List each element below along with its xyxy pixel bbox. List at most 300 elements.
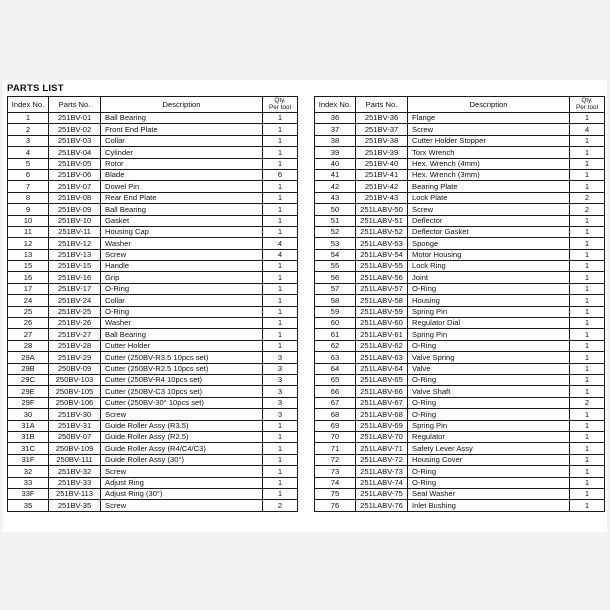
qty-cell: 1 (570, 272, 605, 283)
part-no-cell: 251BV-15 (49, 261, 101, 272)
table-row (8, 135, 298, 146)
index-no-cell: 13 (8, 249, 49, 260)
index-no-cell: 33 (8, 477, 49, 488)
table-row (315, 135, 605, 146)
description-cell: Valve Spring (408, 352, 570, 363)
table-row (315, 192, 605, 203)
description-cell: Deflector Gasket (408, 226, 570, 237)
part-no-cell: 251LABV-52 (356, 226, 408, 237)
index-no-cell: 76 (315, 500, 356, 511)
part-no-cell: 251LABV-75 (356, 488, 408, 499)
table-row (315, 113, 605, 124)
table-row (315, 238, 605, 249)
table-row (8, 261, 298, 272)
table-row (8, 352, 298, 363)
description-cell: Rear End Plate (101, 192, 263, 203)
table-row (315, 181, 605, 192)
table-row (8, 397, 298, 408)
description-cell: Handle (101, 261, 263, 272)
table-row (8, 374, 298, 385)
index-no-cell: 36 (315, 113, 356, 124)
index-no-cell: 33F (8, 488, 49, 499)
description-cell: Lock Plate (408, 192, 570, 203)
part-no-cell: 250BV-106 (49, 397, 101, 408)
part-no-cell: 251LABV-55 (356, 261, 408, 272)
index-no-cell: 69 (315, 420, 356, 431)
qty-cell: 1 (570, 466, 605, 477)
qty-header (570, 97, 605, 113)
qty-cell: 1 (570, 363, 605, 374)
index-no-cell: 61 (315, 329, 356, 340)
index-no-cell: 1 (8, 113, 49, 124)
index-no-cell: 67 (315, 397, 356, 408)
table-row (315, 466, 605, 477)
index-no-cell: 24 (8, 295, 49, 306)
part-no-cell: 251LABV-71 (356, 443, 408, 454)
index-no-cell: 31A (8, 420, 49, 431)
index-no-cell: 25 (8, 306, 49, 317)
description-cell: Deflector (408, 215, 570, 226)
qty-cell: 1 (570, 135, 605, 146)
qty-cell: 1 (570, 318, 605, 329)
table-row (315, 340, 605, 351)
part-no-cell: 251BV-39 (356, 147, 408, 158)
qty-cell: 1 (570, 169, 605, 180)
part-no-cell: 251LABV-59 (356, 306, 408, 317)
index-no-cell: 17 (8, 283, 49, 294)
qty-cell: 1 (263, 261, 298, 272)
table-row (8, 477, 298, 488)
index-no-cell: 56 (315, 272, 356, 283)
qty-cell: 1 (263, 158, 298, 169)
index-no-cell: 15 (8, 261, 49, 272)
table-row (8, 192, 298, 203)
part-no-cell: 251LABV-67 (356, 397, 408, 408)
index-no-cell: 6 (8, 169, 49, 180)
qty-cell: 3 (263, 386, 298, 397)
qty-cell: 4 (263, 238, 298, 249)
table-row (8, 124, 298, 135)
qty-header (263, 97, 298, 113)
qty-cell: 2 (570, 397, 605, 408)
description-cell: Guide Roller Assy (R2.5) (101, 431, 263, 442)
part-no-cell: 251LABV-69 (356, 420, 408, 431)
table-row (8, 204, 298, 215)
part-no-cell: 251BV-01 (49, 113, 101, 124)
description-cell: Seal Washer (408, 488, 570, 499)
part-no-cell: 251LABV-62 (356, 340, 408, 351)
part-no-cell: 251LABV-53 (356, 238, 408, 249)
part-no-cell: 251BV-10 (49, 215, 101, 226)
table-row (315, 215, 605, 226)
qty-cell: 1 (263, 283, 298, 294)
description-cell: Grip (101, 272, 263, 283)
index-no-cell: 30 (8, 409, 49, 420)
description-cell: O-Ring (101, 283, 263, 294)
qty-cell: 1 (263, 295, 298, 306)
description-cell: Hex. Wrench (4mm) (408, 158, 570, 169)
index-no-cell: 72 (315, 454, 356, 465)
index-no-cell: 75 (315, 488, 356, 499)
index-no-cell: 32 (8, 466, 49, 477)
qty-cell: 1 (570, 374, 605, 385)
qty-cell: 1 (570, 158, 605, 169)
index-no-cell: 60 (315, 318, 356, 329)
index-no-cell: 52 (315, 226, 356, 237)
index-no-cell: 54 (315, 249, 356, 260)
description-cell: Motor Housing (408, 249, 570, 260)
index-no-cell: 42 (315, 181, 356, 192)
part-no-cell: 251LABV-60 (356, 318, 408, 329)
description-cell: Screw (101, 500, 263, 511)
qty-cell: 1 (263, 181, 298, 192)
qty-cell: 1 (263, 135, 298, 146)
table-row (315, 169, 605, 180)
index-no-cell: 29F (8, 397, 49, 408)
index-no-cell: 31C (8, 443, 49, 454)
description-cell: Lock Ring (408, 261, 570, 272)
description-cell: Valve (408, 363, 570, 374)
table-row (315, 261, 605, 272)
index-no-cell: 64 (315, 363, 356, 374)
qty-cell: 1 (263, 306, 298, 317)
part-no-cell: 251BV-40 (356, 158, 408, 169)
index-no-cell: 35 (8, 500, 49, 511)
table-row (8, 443, 298, 454)
table-row (8, 272, 298, 283)
description-cell: Housing Cover (408, 454, 570, 465)
part-no-cell: 251BV-31 (49, 420, 101, 431)
qty-cell: 1 (570, 295, 605, 306)
part-no-cell: 251LABV-58 (356, 295, 408, 306)
description-cell: Spring Pin (408, 420, 570, 431)
table-row (8, 454, 298, 465)
part-no-header: Parts No. (356, 97, 408, 113)
description-cell: Screw (101, 409, 263, 420)
qty-cell: 3 (263, 409, 298, 420)
qty-cell: 1 (570, 147, 605, 158)
table-row (8, 181, 298, 192)
qty-cell: 1 (570, 249, 605, 260)
description-cell: O-Ring (408, 397, 570, 408)
part-no-cell: 251BV-08 (49, 192, 101, 203)
table-row (8, 306, 298, 317)
parts-list-title: PARTS LIST (7, 83, 64, 94)
description-cell: Collar (101, 295, 263, 306)
index-no-cell: 29E (8, 386, 49, 397)
table-row (8, 226, 298, 237)
table-row (315, 249, 605, 260)
qty-cell: 1 (570, 477, 605, 488)
table-row (8, 238, 298, 249)
qty-cell: 2 (263, 500, 298, 511)
table-row (315, 306, 605, 317)
description-cell: Cutter (250BV-R3.5 10pcs set) (101, 352, 263, 363)
index-no-cell: 55 (315, 261, 356, 272)
qty-cell: 1 (570, 283, 605, 294)
qty-header-line1: Qty. (274, 97, 286, 105)
table-row (8, 215, 298, 226)
part-no-cell: 251LABV-73 (356, 466, 408, 477)
qty-cell: 1 (263, 113, 298, 124)
qty-cell: 6 (263, 169, 298, 180)
qty-cell: 1 (263, 454, 298, 465)
part-no-cell: 251BV-25 (49, 306, 101, 317)
index-no-cell: 28 (8, 340, 49, 351)
description-cell: Adjust Ring (30°) (101, 488, 263, 499)
description-cell: O-Ring (408, 374, 570, 385)
table-row (315, 352, 605, 363)
description-cell: Ball Bearing (101, 329, 263, 340)
table-row (8, 409, 298, 420)
table-row (8, 283, 298, 294)
qty-cell: 1 (263, 329, 298, 340)
index-no-cell: 59 (315, 306, 356, 317)
part-no-cell: 251BV-07 (49, 181, 101, 192)
part-no-cell: 251BV-24 (49, 295, 101, 306)
part-no-cell: 251BV-16 (49, 272, 101, 283)
description-cell: O-Ring (408, 340, 570, 351)
part-no-cell: 250BV-109 (49, 443, 101, 454)
description-cell: Ball Bearing (101, 113, 263, 124)
table-row (315, 318, 605, 329)
index-no-cell: 31F (8, 454, 49, 465)
description-cell: Regulator Dial (408, 318, 570, 329)
description-cell: Bearing Plate (408, 181, 570, 192)
part-no-cell: 251LABV-54 (356, 249, 408, 260)
index-no-cell: 40 (315, 158, 356, 169)
part-no-cell: 251LABV-65 (356, 374, 408, 385)
index-no-cell: 58 (315, 295, 356, 306)
qty-cell: 1 (263, 431, 298, 442)
description-cell: Adjust Ring (101, 477, 263, 488)
qty-header-line2: Per tool (268, 103, 292, 111)
table-header-row (8, 97, 298, 113)
index-no-cell: 51 (315, 215, 356, 226)
table-row (315, 363, 605, 374)
qty-cell: 1 (263, 147, 298, 158)
part-no-cell: 250BV-103 (49, 374, 101, 385)
description-cell: Safety Lever Assy (408, 443, 570, 454)
index-no-cell: 4 (8, 147, 49, 158)
qty-cell: 3 (263, 374, 298, 385)
description-cell: Washer (101, 318, 263, 329)
description-cell: Cutter Holder Stopper (408, 135, 570, 146)
table-row (315, 500, 605, 511)
table-row (8, 466, 298, 477)
part-no-cell: 251LABV-72 (356, 454, 408, 465)
part-no-cell: 251LABV-57 (356, 283, 408, 294)
part-no-cell: 251BV-27 (49, 329, 101, 340)
qty-cell: 1 (263, 124, 298, 135)
qty-cell: 3 (263, 397, 298, 408)
part-no-cell: 251BV-28 (49, 340, 101, 351)
part-no-cell: 251BV-05 (49, 158, 101, 169)
part-no-cell: 250BV-09 (49, 363, 101, 374)
index-no-cell: 39 (315, 147, 356, 158)
description-cell: Front End Plate (101, 124, 263, 135)
description-cell: Guide Roller Assy (R3.5) (101, 420, 263, 431)
index-no-cell: 2 (8, 124, 49, 135)
part-no-cell: 251BV-04 (49, 147, 101, 158)
index-no-cell: 11 (8, 226, 49, 237)
table-row (315, 488, 605, 499)
part-no-cell: 251BV-30 (49, 409, 101, 420)
part-no-cell: 251LABV-63 (356, 352, 408, 363)
part-no-cell: 251BV-113 (49, 488, 101, 499)
index-no-cell: 29B (8, 363, 49, 374)
part-no-cell: 251LABV-66 (356, 386, 408, 397)
description-cell: Flange (408, 113, 570, 124)
description-cell: Dowel Pin (101, 181, 263, 192)
index-no-cell: 12 (8, 238, 49, 249)
table-row (315, 283, 605, 294)
part-no-cell: 251BV-13 (49, 249, 101, 260)
description-cell: Screw (408, 204, 570, 215)
qty-cell: 1 (570, 340, 605, 351)
index-no-cell: 66 (315, 386, 356, 397)
part-no-cell: 251BV-33 (49, 477, 101, 488)
index-header: Index No. (8, 97, 49, 113)
description-cell: Joint (408, 272, 570, 283)
part-no-cell: 251BV-29 (49, 352, 101, 363)
table-row (8, 363, 298, 374)
qty-header-line1: Qty. (581, 97, 593, 105)
index-no-cell: 37 (315, 124, 356, 135)
index-no-cell: 62 (315, 340, 356, 351)
qty-cell: 1 (570, 431, 605, 442)
qty-cell: 1 (570, 215, 605, 226)
part-no-cell: 251BV-17 (49, 283, 101, 294)
table-row (315, 295, 605, 306)
description-cell: Sponge (408, 238, 570, 249)
index-no-cell: 7 (8, 181, 49, 192)
part-no-cell: 251LABV-74 (356, 477, 408, 488)
table-row (315, 226, 605, 237)
qty-cell: 1 (263, 420, 298, 431)
index-no-cell: 31B (8, 431, 49, 442)
table-row (8, 158, 298, 169)
index-no-cell: 70 (315, 431, 356, 442)
qty-cell: 1 (570, 420, 605, 431)
qty-cell: 1 (570, 113, 605, 124)
description-cell: Blade (101, 169, 263, 180)
qty-cell: 1 (570, 181, 605, 192)
table-row (8, 318, 298, 329)
part-no-cell: 250BV-111 (49, 454, 101, 465)
parts-table-left (7, 96, 298, 512)
description-cell: Washer (101, 238, 263, 249)
index-no-cell: 43 (315, 192, 356, 203)
part-no-cell: 251BV-09 (49, 204, 101, 215)
qty-cell: 1 (263, 192, 298, 203)
qty-cell: 1 (570, 238, 605, 249)
part-no-cell: 251LABV-50 (356, 204, 408, 215)
parts-table-right-body (315, 113, 605, 512)
part-no-cell: 251LABV-61 (356, 329, 408, 340)
index-no-cell: 10 (8, 215, 49, 226)
part-no-cell: 251BV-36 (356, 113, 408, 124)
qty-cell: 3 (263, 363, 298, 374)
table-row (8, 386, 298, 397)
description-cell: O-Ring (408, 409, 570, 420)
index-no-cell: 57 (315, 283, 356, 294)
description-cell: Housing (408, 295, 570, 306)
table-row (8, 340, 298, 351)
qty-cell: 2 (570, 204, 605, 215)
table-row (315, 204, 605, 215)
description-cell: Cutter (250BV-R4 10pcs set) (101, 374, 263, 385)
description-header: Description (408, 97, 570, 113)
description-cell: Cylinder (101, 147, 263, 158)
table-row (315, 386, 605, 397)
part-no-cell: 251LABV-68 (356, 409, 408, 420)
description-cell: Inlet Bushing (408, 500, 570, 511)
part-no-cell: 251BV-41 (356, 169, 408, 180)
qty-cell: 1 (263, 226, 298, 237)
part-no-cell: 251LABV-70 (356, 431, 408, 442)
part-no-cell: 251BV-38 (356, 135, 408, 146)
index-no-cell: 41 (315, 169, 356, 180)
qty-cell: 1 (263, 443, 298, 454)
qty-cell: 1 (570, 352, 605, 363)
description-cell: Screw (101, 249, 263, 260)
part-no-cell: 251LABV-51 (356, 215, 408, 226)
table-row (8, 249, 298, 260)
index-no-cell: 29C (8, 374, 49, 385)
description-cell: Ball Bearing (101, 204, 263, 215)
description-cell: Valve Shaft (408, 386, 570, 397)
description-cell: O-Ring (408, 466, 570, 477)
part-no-cell: 251LABV-56 (356, 272, 408, 283)
part-no-cell: 251BV-35 (49, 500, 101, 511)
index-no-cell: 3 (8, 135, 49, 146)
index-no-cell: 53 (315, 238, 356, 249)
part-no-cell: 251BV-12 (49, 238, 101, 249)
table-row (315, 147, 605, 158)
index-no-cell: 50 (315, 204, 356, 215)
table-row (315, 374, 605, 385)
description-cell: Rotor (101, 158, 263, 169)
qty-cell: 1 (263, 215, 298, 226)
index-no-cell: 68 (315, 409, 356, 420)
table-row (8, 147, 298, 158)
qty-cell: 1 (263, 340, 298, 351)
part-no-cell: 251BV-06 (49, 169, 101, 180)
part-no-cell: 251BV-03 (49, 135, 101, 146)
qty-cell: 1 (570, 226, 605, 237)
index-no-cell: 71 (315, 443, 356, 454)
qty-cell: 1 (570, 306, 605, 317)
description-cell: Hex. Wrench (3mm) (408, 169, 570, 180)
qty-cell: 1 (570, 409, 605, 420)
qty-cell: 1 (570, 488, 605, 499)
qty-cell: 1 (263, 272, 298, 283)
description-cell: O-Ring (408, 283, 570, 294)
description-cell: Guide Roller Assy (R4/C4/C3) (101, 443, 263, 454)
table-row (315, 397, 605, 408)
qty-cell: 1 (570, 454, 605, 465)
description-cell: Cutter (250BV-C3 10pcs set) (101, 386, 263, 397)
qty-cell: 2 (570, 192, 605, 203)
table-row (315, 420, 605, 431)
qty-cell: 3 (263, 352, 298, 363)
description-cell: Screw (101, 466, 263, 477)
qty-cell: 4 (570, 124, 605, 135)
qty-cell: 4 (263, 249, 298, 260)
part-no-cell: 251LABV-76 (356, 500, 408, 511)
parts-table-right (314, 96, 605, 512)
